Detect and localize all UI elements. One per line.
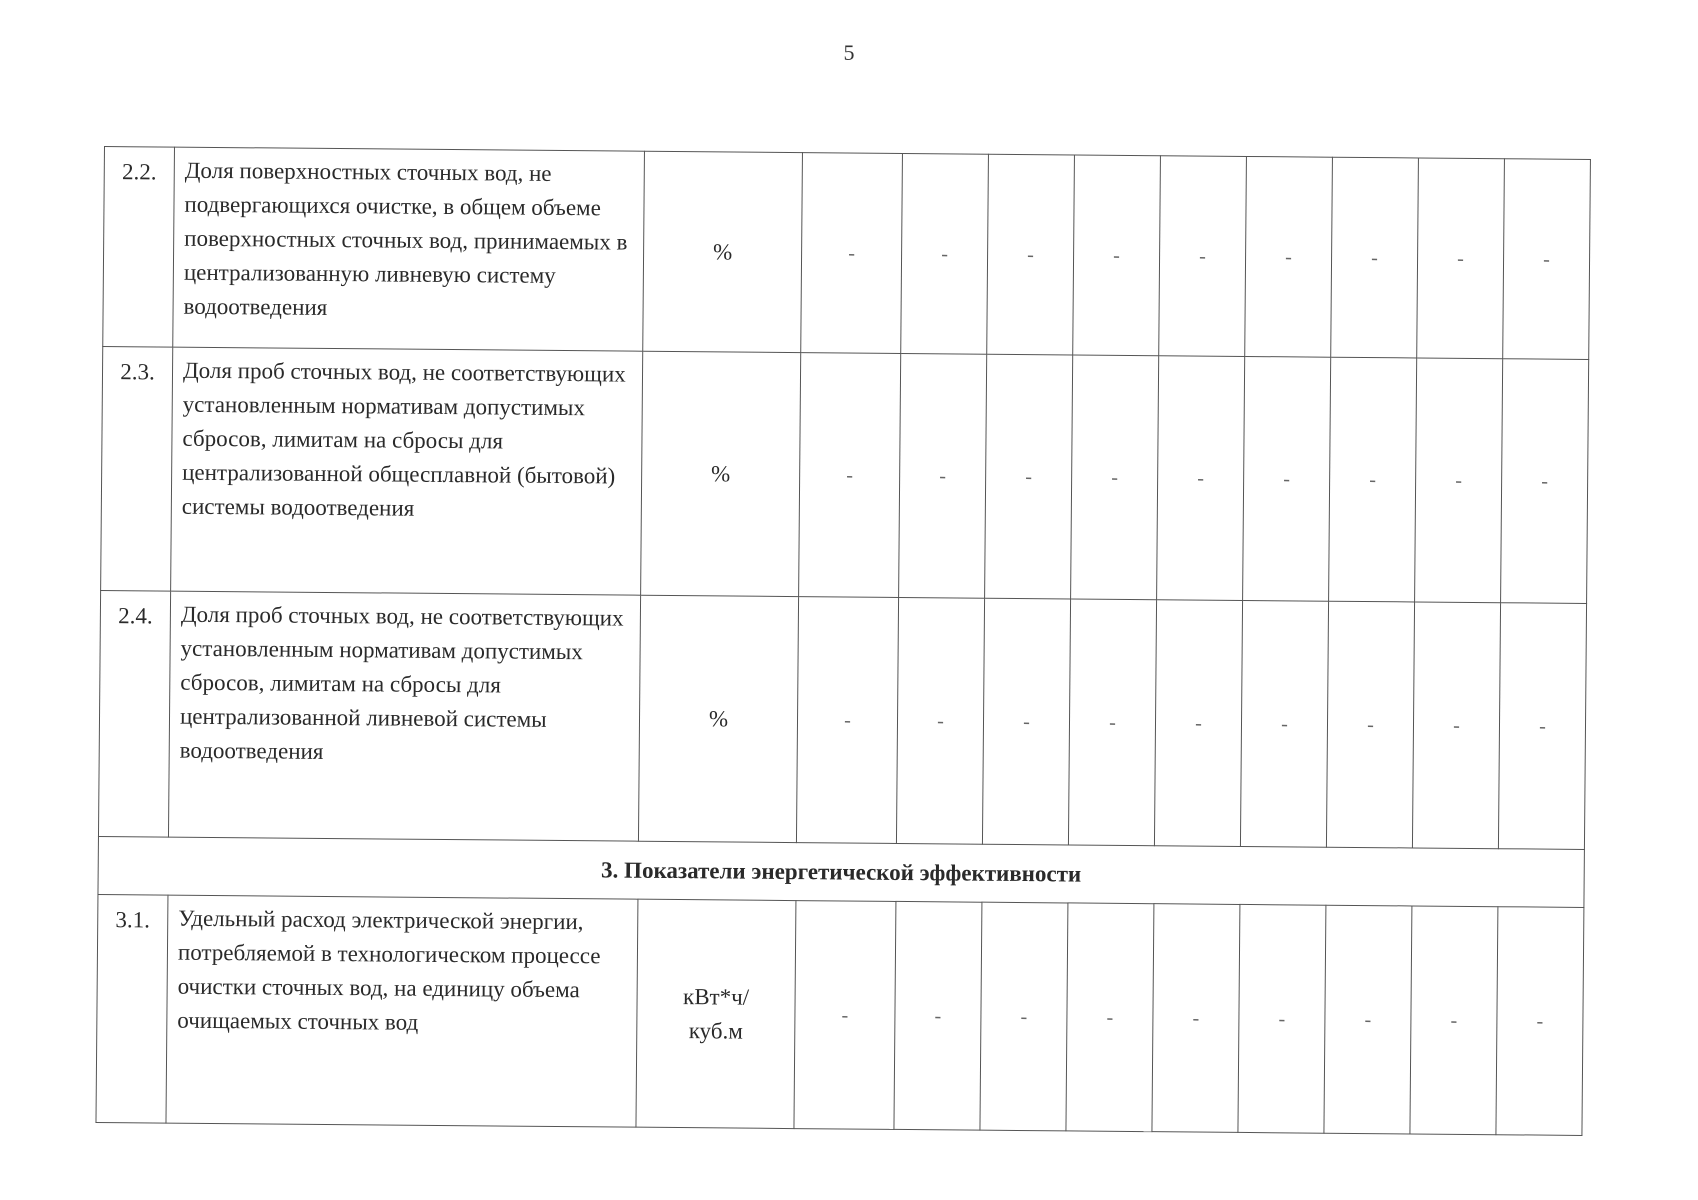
indicator-name: Доля поверхностных сточных вод, не подвергающихся очистке, в общем объеме поверхностных сточных вод, принимаемых в централизованную ливневую систему водоотведения [173, 147, 645, 351]
value-cell: - [901, 153, 989, 354]
value-cell: - [1238, 904, 1326, 1133]
value-cell: - [801, 153, 903, 354]
value-cell: - [1331, 157, 1419, 358]
table-row [101, 346, 1589, 603]
value-cell: - [1410, 906, 1498, 1135]
value-cell: - [987, 154, 1075, 355]
value-cell: - [1243, 356, 1331, 601]
value-cell: - [1417, 158, 1505, 359]
value-cell: - [985, 354, 1073, 599]
indicator-name: Доля проб сточных вод, не соответствующих установленным нормативам допустимых сбросов, лимитам на сбросы для централизованной общесплавной (бытовой) системы водоотведения [171, 347, 643, 595]
value-cell: - [794, 901, 896, 1130]
value-cell: - [1159, 156, 1247, 357]
unit-line: кВт*ч/ [682, 983, 750, 1010]
value-cell: - [1068, 599, 1156, 846]
table-row [98, 590, 1586, 849]
value-cell: - [980, 902, 1068, 1131]
row-number: 2.4. [98, 590, 170, 837]
value-cell: - [796, 597, 898, 844]
value-cell: - [1498, 603, 1586, 850]
value-cell: - [1152, 904, 1240, 1133]
value-cell: - [896, 597, 984, 844]
value-cell: - [1154, 600, 1242, 847]
value-cell: - [1326, 601, 1414, 848]
value-cell: - [1329, 357, 1417, 602]
value-cell: - [1324, 905, 1412, 1134]
indicator-name: Доля проб сточных вод, не соответствующих установленным нормативам допустимых сбросов, лимитам на сбросы для централизованной ливневой системы водоотведения [168, 591, 640, 841]
value-cell: - [1066, 903, 1154, 1132]
value-cell: - [1240, 600, 1328, 847]
row-number: 3.1. [96, 894, 168, 1123]
value-cell: - [1071, 355, 1159, 600]
value-cell: - [1073, 155, 1161, 356]
value-cell: - [1412, 602, 1500, 849]
indicators-table [95, 146, 1590, 1136]
unit-line: куб.м [688, 1017, 743, 1044]
table-row [103, 147, 1591, 360]
unit-cell: % [641, 351, 801, 596]
value-cell: - [1501, 359, 1589, 604]
indicator-name: Удельный расход электрической энергии, потребляемой в технологическом процессе очистки сточных вод, на единицу объема очищаемых сточных вод [166, 895, 638, 1127]
row-number: 2.3. [101, 346, 173, 591]
table-row [96, 894, 1584, 1135]
value-cell: - [1503, 159, 1591, 360]
value-cell: - [899, 353, 987, 598]
value-cell: - [1415, 358, 1503, 603]
unit-cell [636, 899, 796, 1128]
page-number: 5 [843, 40, 855, 65]
value-cell: - [1157, 356, 1245, 601]
unit-cell: % [638, 595, 798, 842]
value-cell: - [1496, 907, 1584, 1136]
value-cell: - [799, 353, 901, 598]
row-number: 2.2. [103, 147, 175, 348]
section-title: 3. Показатели энергетической эффективности [98, 836, 1584, 907]
value-cell: - [1245, 156, 1333, 357]
value-cell: - [982, 598, 1070, 845]
unit-cell: % [643, 151, 803, 352]
value-cell: - [894, 901, 982, 1130]
table-container [95, 146, 1589, 1136]
